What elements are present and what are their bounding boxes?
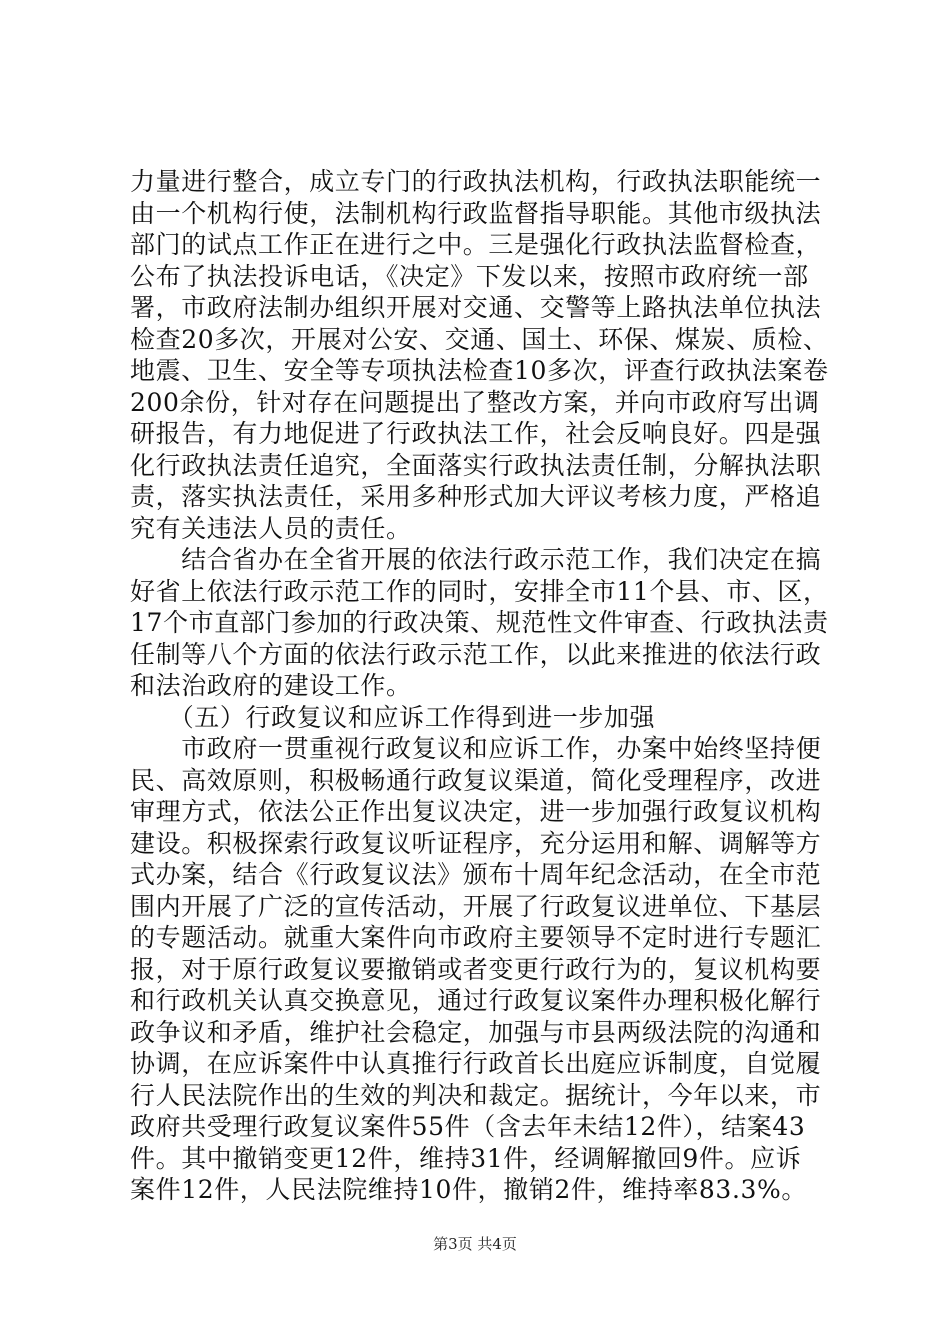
text-line: 和法治政府的建设工作。: [130, 671, 412, 700]
text-line: 责，落实执法责任，采用多种形式加大评议考核力度，严格追: [130, 482, 822, 511]
document-body: [130, 166, 829, 1206]
text-line: 任制等八个方面的依法行政示范工作，以此来推进的依法行政: [130, 639, 822, 669]
text-line: 的专题活动。就重大案件向市政府主要领导不定时进行专题汇: [130, 923, 822, 952]
text-line: 报，对于原行政复议要撤销或者变更行政行为的，复议机构要: [130, 954, 822, 984]
text-line: 力量进行整合，成立专门的行政执法机构，行政执法职能统一: [130, 167, 822, 196]
text-line: 民、高效原则，积极畅通行政复议渠道，简化受理程序，改进: [130, 765, 822, 795]
text-line: 检查20多次，开展对公安、交通、国土、环保、煤炭、质检、: [130, 324, 829, 354]
text-line: 公布了执法投诉电话，《决定》下发以来，按照市政府统一部: [130, 261, 809, 291]
section-heading: （五）行政复议和应诉工作得到进一步加强: [130, 702, 656, 732]
text-line: 部门的试点工作正在进行之中。三是强化行政执法监督检查，: [130, 230, 822, 259]
text-line: 结合省办在全省开展的依法行政示范工作，我们决定在搞: [130, 545, 822, 574]
text-line: 17个市直部门参加的行政决策、规范性文件审查、行政执法责: [130, 608, 829, 637]
text-line: 行人民法院作出的生效的判决和裁定。据统计，今年以来，市: [130, 1080, 822, 1110]
text-line: 200余份，针对存在问题提出了整改方案，并向市政府写出调: [130, 387, 820, 417]
text-line: 式办案，结合《行政复议法》颁布十周年纪念活动，在全市范: [130, 860, 822, 889]
text-line: 由一个机构行使，法制机构行政监督指导职能。其他市级执法: [130, 198, 822, 228]
text-line: 市政府一贯重视行政复议和应诉工作，办案中始终坚持便: [130, 734, 822, 763]
text-line: 署，市政府法制办组织开展对交通、交警等上路执法单位执法: [130, 293, 822, 322]
text-line: 协调，在应诉案件中认真推行行政首长出庭应诉制度，自觉履: [130, 1049, 822, 1078]
text-line: 审理方式，依法公正作出复议决定，进一步加强行政复议机构: [130, 797, 822, 826]
text-line: 研报告，有力地促进了行政执法工作，社会反响良好。四是强: [130, 419, 822, 448]
text-line: 政争议和矛盾，维护社会稳定，加强与市县两级法院的沟通和: [130, 1017, 822, 1047]
text-line: 件。其中撤销变更12件，维持31件，经调解撤回9件。应诉: [130, 1143, 802, 1173]
text-line: 案件12件，人民法院维持10件，撤销2件，维持率83.3%。: [130, 1175, 807, 1204]
text-line: 化行政执法责任追究，全面落实行政执法责任制，分解执法职: [130, 450, 822, 480]
text-line: 究有关违法人员的责任。: [130, 513, 412, 543]
page-number-footer: 第3页 共4页: [433, 1235, 517, 1253]
text-line: 和行政机关认真交换意见，通过行政复议案件办理积极化解行: [130, 986, 822, 1015]
text-line: 建设。积极探索行政复议听证程序，充分运用和解、调解等方: [130, 828, 822, 858]
text-line: 围内开展了广泛的宣传活动，开展了行政复议进单位、下基层: [130, 891, 822, 921]
text-line: 政府共受理行政复议案件55件（含去年未结12件），结案43: [130, 1112, 806, 1141]
text-line: 好省上依法行政示范工作的同时，安排全市11个县、市、区，: [130, 576, 829, 606]
text-line: 地震、卫生、安全等专项执法检查10多次，评查行政执法案卷: [130, 356, 829, 385]
